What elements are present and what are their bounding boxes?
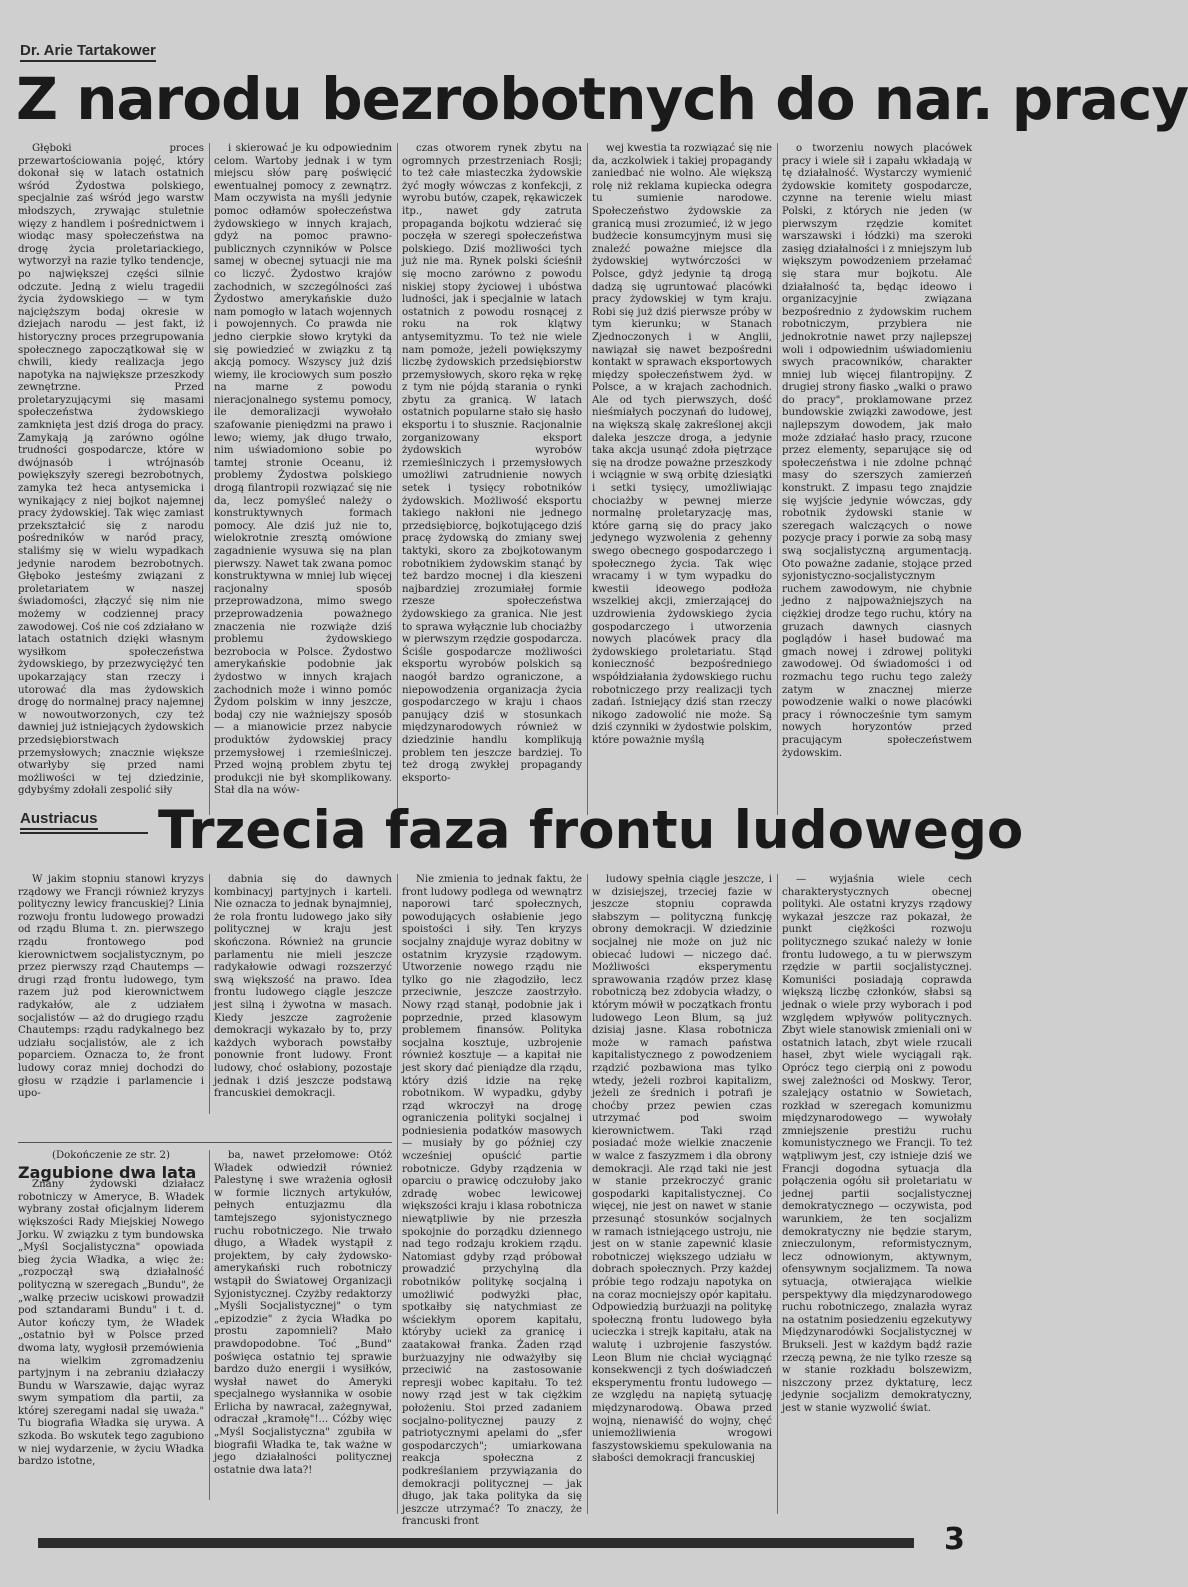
article2-author: Austriacus	[20, 810, 98, 830]
article1-column-4	[592, 143, 772, 815]
article2-column-2-text: dabnia się do dawnych kombinacyj partyjnych i karteli. Nie oznacza to jednak bynajmniej, że rola frontu ludowego jako siły politycznej w kraju jest skończona. Również na gruncie parlamentu nie mieli jeszcze radykałowie odwagi rozszerzyć swą większość na prawo. Idea frontu ludowego ciągle jeszcze jest silną i żywotna w masach. Kiedy jeszcze zagrożenie demokracji wykazało by to, przy każdych wyborach powstałby ponownie front ludowy. Front ludowy, choć osłabiony, pozostaje jednak i dziś jeszcze podstawą francuskiei demokracji.	[214, 874, 392, 1100]
footer-bar	[38, 1538, 914, 1548]
article3-continued-note: (Dokończenie ze str. 2)	[52, 1150, 170, 1161]
article2-title: Trzecia faza frontu ludowego	[158, 800, 1024, 861]
article2-column-5	[782, 874, 972, 1504]
article1-column-3-text: czas otworem rynek zbytu na ogromnych przestrzeniach Rosji; to też całe miasteczka żydowskie żyć mogły wówczas z konfekcji, z wyrobu butów, czapek, rękawiczek itp., nawet gdy zatruta propaganda bojkotu wdzierać się poczęła w szeregi społeczeństwa polskiego. Dziś możliwości tych już nie ma. Rynek polski ścieśnił się mocno zarówno z powodu niskiej stopy życiowej i ubóstwa ludności, jak i specjalnie w latach ostatnich z powodu rosnącej z roku na rok klątwy antysemityzmu. To też nie wiele nam pomoże, jeżeli powiększymy liczbę żydowskich przedsiębiorstw przemysłowych, skoro ręka w rękę z tym nie pójdą starania o rynki zbytu za granicą. W latach ostatnich popularne stało się hasło eksportu i to słusznie. Racjonalnie zorganizowany eksport żydowskich wyrobów rzemieślniczych i przemysłowych umożliwi zatrudnienie nowych setek i tysięcy robotników żydowskich. Możliwość eksportu takiego nakłoni nie jednego przedsiębiorcę, bojkotującego dziś pracę żydowską do zmiany swej taktyki, skoro za zbojkotowanym robotnikiem żydowskim stanąć by też bardzo mocnej i dla kieszeni najbardziej zrozumiałej formie rzesze społeczeństwa żydowskiego za granica. Nie jest to sprawa wyłącznie lub chociażby w pierwszym rzędzie gospodarcza. Ściśle gospodarcze możliwości eksportu wyrobów polskich są naogół bardzo ograniczone, a niepowodzenia organizacja życia gospodarczego w kraju i chaos panujący dziś w stosunkach międzynarodowych również w dziedzinie handlu komplikują problem ten jeszcze bardziej. To też drogą zwykłej propagandy eksporto-	[402, 143, 582, 784]
article1-column-1	[18, 143, 204, 815]
column-divider	[397, 143, 398, 815]
column-divider	[587, 143, 588, 815]
article3-column-2-text: ba, nawet przełomowe: Otóż Władek odwiedził również Palestynę i swe wrażenia ogłosił w formie licznych artykułów, pełnych entuzjazmu dla tamtejszego syjonistycznego ruchu robotniczego. Nie trwało długo, a Władek wystąpił z projektem, by cały żydowsko-amerykański ruch robotniczy wstąpił do Światowej Organizacji Syjonistycznej. Czyżby redaktorzy „Myśli Socjalistycznej" o tym „epizodzie" z życia Władka po prostu zapomnieli? Mało prawdopodobne. Toć „Bund" poświęca ostatnio tej sprawie bardzo dużo energii i wysiłków, wysłał nawet do Ameryki specjalnego wysłannika w osobie Erlicha by nawracał, zażegnywał, odraczał „kramołę"!... Cóżby więc „Myśl Socjalistyczna" zgubiła w biografii Władka te, tak ważne w jego działalności politycznej ostatnie dwa lata?!	[214, 1150, 392, 1476]
article1-column-5-text: o tworzeniu nowych placówek pracy i wiele sił i zapału wkładają w tę działalność. Wystarczy wymienić żydowskie komitety gospodarcze, czynne na terenie wielu miast Polski, z których nie jeden (w pierwszym rzędzie komitet warszawski i łódzki) ma szeroki zasięg działalności i z mniejszym lub większym powodzeniem przełamać się stara mur bojkotu. Ale działalność ta, będąc ideowo i organizacyjnie związana bezpośrednio z żydowskim ruchem robotniczym, przybiera nie jednokrotnie nawet przy najlepszej woli i odpowiednim uświadomieniu swych pracowników, charakter mniej lub więcej filantropijny. Z drugiej strony fiasko „walki o prawo do pracy", proklamowane przez bundowskie związki zawodowe, jest najlepszym dowodem, jak mało może zdziałać hasło pracy, rzucone przez elementy, separujące się od społeczeństwa i nie zdolne pchnąć masy do szerszych zamierzeń konstrukt. Z impasu tego znajdzie się wyjście jedynie wówczas, gdy robotnik żydowski stanie w szeregach walczących o nowe pozycje pracy i porwie za sobą masy swą socjalistyczną argumentacją. Oto poważne zadanie, stojące przed syjonistyczno-socjalistycznym ruchem zawodowym, nie chybnie jedno z najpoważniejszych na ciężkiej drodze tego ruchu, który na gruzach dawnych ciasnych poglądów i haseł budować ma gmach nowej i zdrowej polityki zawodowej. Od świadomości i od rozmachu tego ruchu tego zależy zatym w znacznej mierze powodzenie walki o nowe placówki pracy i równocześnie tym samym nowych horyzontów przed pracującym społeczeństwem żydowskim.	[782, 143, 972, 759]
article2-column-3	[402, 874, 582, 1528]
page-number: 3	[944, 1522, 965, 1557]
byline-rule	[20, 832, 148, 834]
article2-column-1-text: W jakim stopniu stanowi kryzys rządowy we Francji również kryzys polityczny lewicy francuskiej? Linia rozwoju frontu ludowego prowadzi od rządu Bluma t. zn. pierwszego rządu frontowego pod kierownictwem socjalistycznym, po przez pierwszy rząd Chautemps — drugi rząd frontu ludowego, tym razem już pod kierownictwem radykałów, ale z udziałem socjalistów — aż do drugiego rządu Chautemps: rządu radykalnego bez udziału socjalistów, ale z ich poparciem. Oznacza to, że front ludowy coraz mniej dochodzi do głosu w rządzie i parlamencie i upo-	[18, 874, 204, 1100]
article3-column-1-text: Znany żydowski działacz robotniczy w Ameryce, B. Władek wybrany został oficjalnym liderem większości Rady Miejskiej Nowego Jorku. W związku z tym bundowska „Myśl Socjalistyczna" opowiada bieg życia Władka, a więc że: „rozpoczął swą działalność polityczną w szeregach „Bundu", że „walkę przeciw uciskowi prowadził pod sztandarami Bundu" i t. d. Autor kończy tym, że Władek „ostatnio był w Polsce przed dwoma laty, wygłosił przemówienia na wielkim zgromadzeniu partyjnym i na zebraniu działaczy Bundu w Warszawie, dając wyraz swym sympatiom dla partii, za której szeregami nadal się uważa." Tu biografia Władka się urywa. A szkoda. Bo wskutek tego zagubiono w niej wydarzenie, w życiu Władka bardzo istotne,	[18, 1179, 204, 1468]
article3-column-2	[214, 1150, 392, 1500]
article3-column-1	[18, 1150, 204, 1500]
article1-column-2	[214, 143, 392, 815]
article2-column-5-text: — wyjaśnia wiele cech charakterystycznych obecnej polityki. Ale ostatni kryzys rządowy wykazał jeszcze raz pokazał, że punkt ciężkości rozwoju politycznego szukać należy w łonie frontu ludowego, a tu w pierwszym rzędzie w partii socjalistycznej. Komuniści posiadają coprawda większą liczbę członków, słabsi są jednak o wiele przy wyborach i pod względem wpływów politycznych. Zbyt wiele stanowisk zmieniali oni w ostatnich latach, zbyt wiele rzucali haseł, zbyt wiele wyciągali rąk. Oprócz tego cierpią oni z powodu swej zależności od Moskwy. Teror, szalejący ostatnio w Sowietach, rozkład w szeregach komunizmu międzynarodowego — wywołały zmniejszenie prestiżu ruchu komunistycznego we Francji. To też wątpliwym jest, czy istnieje dziś we Francji dogodna sytuacja dla połączenia ogółu sił proletariatu w jednej partii socjalistycznej demokratycznego — oczywista, pod warunkiem, że ten socjalizm demokratyczny nie będzie starym, znieczulonym, reformistycznym, lecz odnowionym, aktywnym, ofensywnym socjalizmem. Ta nowa sytuacja, otwierająca wielkie perspektywy dla międzynarodowego ruchu robotniczego, znalazła wyraz na ostatnim posiedzeniu egzekutywy Międzynarodówki Socjalistycznej w Brukseli. Jest w każdym bądź razie rzeczą pewną, że nie tylko rzesze są w stanie rozkładu bolszewizm, niszczony przez dyktaturę, lecz jedynie socjalizm demokratyczny, jest w stanie wyzwolić świat.	[782, 874, 972, 1414]
article3-title: Zagubione dwa lata	[18, 1162, 197, 1182]
section-rule	[18, 1142, 392, 1143]
column-divider	[209, 143, 210, 815]
column-divider	[397, 874, 398, 1514]
article1-column-5	[782, 143, 972, 815]
column-divider	[587, 874, 588, 1514]
article2-column-3-text: Nie zmienia to jednak faktu, że front ludowy podlega od wewnątrz naporowi tarć społecznych, powodujących osłabienie jego spoistości i siły. Ten kryzys socjalny znajduje wyraz dobitny w ostatnim kryzysie rządowym. Utworzenie nowego rządu nie tylko go nie złagodziło, lecz przeciwnie, jeszcze zaostrzyło. Nowy rząd stanął, podobnie jak i poprzednie, przed klasowym problemem finansów. Polityka socjalna kosztuje, uzbrojenie również kosztuje — a kapitał nie jest skory dać pieniądze dla rządu, który dziś idzie na rękę robotnikom. W wypadku, gdyby rząd wkroczył na drogę ograniczenia polityki socjalnej i podniesienia podatków masowych — musiały by go później czy wcześniej opuścić partie robotnicze. Gdyby rządzenia w oparciu o prawicę odczułoby jako zdradę wobec lewicowej większości kraju i klasa robotnicza niewątpliwie by nie przeszła spokojnie do porządku dziennego nad tego rodzaju krokiem rządu. Natomiast gdyby rząd próbował prowadzić przychylną dla robotników politykę socjalną i umożliwić podwyżki płac, spotkałby się natychmiast ze wściekłym oporem kapitału, któryby uciekł za granicę i zaatakował franka. Żaden rząd burżuazyjny nie odważyłby się przeciwić na zastosowanie represji wobec kapitału. To też nowy rząd jest w tak ciężkim położeniu. Stoi przed zadaniem socjalno-politycznej pauzy z patriotycznymi apelami do „sfer gospodarczych"; umiarkowana reakcja społeczna z podkreślaniem przywiązania do demokracji politycznej — jak długo, jak taka polityka da się jeszcze utrzymać? To znaczy, że francuski front	[402, 874, 582, 1528]
article1-column-1-text: Głęboki proces przewartościowania pojęć, który dokonał się w latach ostatnich wśród Żydostwa polskiego, specjalnie zaś wśród jego warstw młodszych, zrywając stuletnie więzy z handlem i pośrednictwem i wiodąc masy społeczeństwa na drogę życia proletariackiego, wytworzył na razie tylko tendencje, po największej części silnie odczute. Jedną z wielu tragedii życia żydowskiego — w tym najcięższym bodaj okresie w dziejach narodu — jest fakt, iż historyczny proces przegrupowania społecznego zapoczątkował się w chwili, kiedy realizacja jego napotyka na największe przeszkody zewnętrzne. Przed proletaryzującymi się masami społeczeństwa żydowskiego zamknięta jest dziś droga do pracy. Zamykają ją zarówno ogólne trudności gospodarcze, które w dwójnasób i wtrójnasób powiększyły szeregi bezrobotnych, zamyka też heca antysemicka i wynikający z niej bojkot najemnej pracy żydowskiej. Tak więc zamiast przekształcić się z narodu pośredników w naród pracy, staliśmy się w wielu wypadkach jedynie narodem bezrobotnych. Głęboko jesteśmy związani z proletariatem w naszej świadomości, złączyć się nim nie możemy w codziennej pracy zawodowej. Coś nie coś zdziałano w latach ostatnich dzięki własnym wysiłkom społeczeństwa żydowskiego, by przezwyciężyć ten upokarzający stan rzeczy i utorować dla mas żydowskich drogę do normalnej pracy najemnej w nowoutworzonych, czy też dawniej już istniejących żydowskich przedsiębiorstwach przemysłowych; znacznie większe otwarłyby się przed nami możliwości w tej dziedzinie, gdybyśmy zdołali zespolić siły	[18, 143, 204, 797]
article2-column-2	[214, 874, 392, 1114]
article2-column-4-text: ludowy spełnia ciągle jeszcze, i w dzisiejszej, trzeciej fazie w jeszcze stopniu coprawda słabszym — polityczną funkcję obrony demokracji. W dziedzinie socjalnej nie może on już nic obiecać ludowi — niczego dać. Możliwości eksperymentu sprawowania rządów przez klasę robotniczą bez zdobycia władzy, o którym mówił w początkach frontu ludowego Leon Blum, są już dzisiaj jasne. Klasa robotnicza może w ramach państwa kapitalistycznego z powodzeniem rządzić pozbawiona mas tylko wtedy, jeżeli rozbroi kapitalizm, jeżeli ze średnich i potrafi je choćby przez pewien czas utrzymać pod swoim kierownictwem. Taki rząd posiadać może wielkie znaczenie w walce z faszyzmem i dla obrony demokracji. Ale rząd taki nie jest w stanie przekroczyć granic gospodarki kapitalistycznej. Co więcej, nie jest on nawet w stanie przesunąć stosunków socjalnych w ramach istniejącego ustroju, nie jest on w stanie zapewnić klasie robotniczej większego udziału w dobrach społecznych. Przy każdej próbie tego rodzaju napotyka on na coraz mocniejszy opór kapitału. Odpowiedzią burżuazji na politykę społeczną frontu ludowego była ucieczka i strejk kapitału, atak na walutę i uzbrojenie faszystów. Leon Blum nie chciał wyciągnąć konsekwencji z tych doświadczeń eksperymentu frontu ludowego — ze względu na napiętą sytuację międzynarodową. Obawa przed wojną, nienawiść do wojny, chęć uniemożliwienia wrogowi faszystowskiemu spekulowania na słabości demokracji francuskiej	[592, 874, 772, 1465]
article1-column-3	[402, 143, 582, 815]
column-divider	[209, 874, 210, 1114]
column-divider	[777, 143, 778, 815]
column-divider	[209, 1150, 210, 1500]
article1-author: Dr. Arie Tartakower	[20, 42, 156, 62]
article2-column-1	[18, 874, 204, 1114]
column-divider	[777, 874, 778, 1514]
article1-column-4-text: wej kwestia ta rozwiązać się nie da, aczkolwiek i takiej propagandy zaniedbać nie wolno. Ale większą rolę niż reklama kupiecka odegra tu sumienie narodowe. Społeczeństwo żydowskie za granicą musi zrozumieć, iż w jego budżecie konsumcyjnym musi się znaleźć poważne miejsce dla żydowskiej wytwórczości w Polsce, gdyż jedynie tą drogą dadzą się ugruntować placówki pracy żydowskiej w tym kraju. Robi się już dziś pierwsze próby w tym kierunku; w Stanach Zjednoczonych i w Anglii, nawiązał się nawet bezpośredni kontakt w sprawach eksportowych między społeczeństwem żyd. w Polsce, a w krajach zachodnich. Ale od tych pierwszych, dość nieśmiałych poczynań do ludowej, na większą skalę zakreślonej akcji daleka jeszcze droga, a jedynie taka akcja usunąć zdoła piętrzące się na drodze poważne przeszkody i wciągnie w swą orbitę dziesiątki i setki tysięcy, umożliwiając chociażby w pewnej mierze normalnę proletaryzację mas, które garną się do pracy jako jedynego wyzwolenia z gehenny swego obecnego gospodarczego i społecznego życia. Tak więc wracamy i w tym wypadku do kwestii ideowego podłoża wszelkiej akcji, zmierzającej do uzdrowienia żydowskiego życia gospodarczego i utworzenia nowych placówek pracy dla żydowskiego proletariatu. Stąd konieczność bezpośredniego współdziałania żydowskiego ruchu robotniczego przy realizacji tych zadań. Istniejący dziś stan rzeczy nikogo zadowolić nie może. Są dziś czynniki w żydostwie polskim, które poważnie myślą	[592, 143, 772, 746]
article1-column-2-text: i skierować je ku odpowiednim celom. Wartoby jednak i w tym miejscu słów parę poświęcić ewentualnej pomocy z zewnątrz. Mam oczywista na myśli jedynie pomoc odłamów społeczeństwa żydowskiego w innych krajach, gdyż na pomoc prawno-publicznych czynników w Polsce samej w obecnej sytuacji nie ma co liczyć. Żydostwo krajów zachodnich, w szczególności zaś Żydostwo amerykańskie dużo nam pomogło w latach wojennych i powojennych. Co prawda nie jedno cierpkie słowo krytyki da się powiedzieć w związku z tą akcją pomocy. Wszyscy już dziś wiemy, ile krociowych sum poszło na marne z powodu nieracjonalnego systemu pomocy, ile demoralizacji wywołało szafowanie pieniędzmi na prawo i lewo; wiemy, jak długo trwało, nim uświadomiono sobie po tamtej stronie Oceanu, iż problemy Żydostwa polskiego drogą filantropii rozwiązać się nie da, lecz pomyśleć należy o konstruktywnych formach pomocy. Ale dziś już nie to, wielokrotnie zresztą omówione zagadnienie wysuwa się na plan pierwszy. Nawet tak zwana pomoc konstruktywna w mniej lub więcej racjonalny sposób przeprowadzona, mimo swego przeprowadzenia poważnego znaczenia nie rozwiąże dziś problemu żydowskiego bezrobocia w Polsce. Żydostwo amerykańskie podobnie jak żydostwo w innych krajach zachodnich może i winno pomóc Żydom polskim w inny jeszcze, bodaj czy nie ważniejszy sposób — a mianowicie przez nabycie produktów żydowskiej pracy przemysłowej i rzemieślniczej. Przed wojną problem zbytu tej produkcji nie był skomplikowany. Stał dla na wów-	[214, 143, 392, 797]
article2-column-4	[592, 874, 772, 1504]
article1-title: Z narodu bezrobotnych do nar. pracy	[16, 65, 1188, 133]
